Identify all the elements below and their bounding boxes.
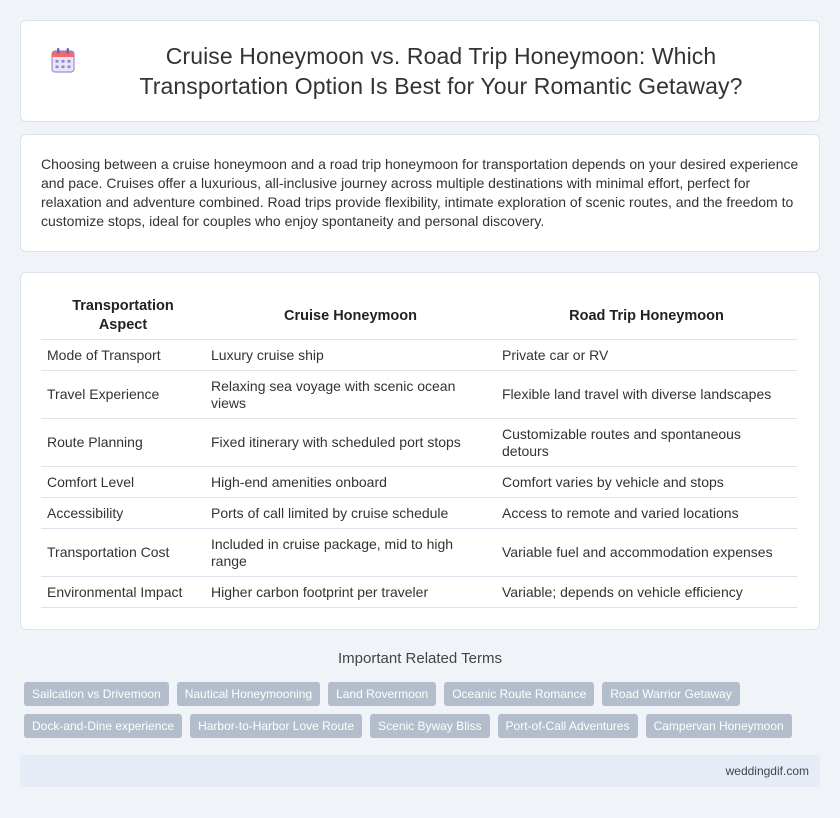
table-header-row <box>41 293 797 340</box>
comparison-card <box>20 272 820 630</box>
table-row <box>41 340 797 371</box>
title-card <box>20 20 820 122</box>
cell-cruise: Luxury cruise ship <box>205 340 496 371</box>
table-row <box>41 577 797 608</box>
related-term-tag[interactable]: Nautical Honeymooning <box>177 682 320 706</box>
cell-cruise: Relaxing sea voyage with scenic ocean views <box>205 371 496 419</box>
related-term-tag[interactable]: Harbor-to-Harbor Love Route <box>190 714 362 738</box>
related-term-tag[interactable]: Road Warrior Getaway <box>602 682 740 706</box>
related-term-tag[interactable]: Scenic Byway Bliss <box>370 714 489 738</box>
table-row <box>41 371 797 419</box>
cell-cruise: High-end amenities onboard <box>205 467 496 498</box>
cell-road-trip: Flexible land travel with diverse landscapes <box>496 371 797 419</box>
calendar-icon <box>51 47 75 73</box>
table-row <box>41 467 797 498</box>
related-term-tag[interactable]: Port-of-Call Adventures <box>498 714 638 738</box>
footer-site-link[interactable]: weddingdif.com <box>725 764 809 778</box>
table-row <box>41 498 797 529</box>
cell-road-trip: Comfort varies by vehicle and stops <box>496 467 797 498</box>
cell-aspect: Travel Experience <box>41 371 205 419</box>
cell-aspect: Transportation Cost <box>41 529 205 577</box>
cell-aspect: Route Planning <box>41 419 205 467</box>
related-terms-list <box>24 682 824 746</box>
intro-card <box>20 134 820 252</box>
related-term-tag[interactable]: Dock-and-Dine experience <box>24 714 182 738</box>
intro-paragraph: Choosing between a cruise honeymoon and a road trip honeymoon for transportation depends on your desired experience and pace. Cruises offer a luxurious, all-inclusive journey across multiple destinations with minimal effort, perfect for relaxation and adventure combined. Road trips provide flexibility, intimate exploration of scenic routes, and the freedom to customize stops, ideal for couples who enjoy spontaneity and personal discovery. <box>41 156 799 229</box>
related-term-tag[interactable]: Land Rovermoon <box>328 682 436 706</box>
comparison-table <box>41 293 797 608</box>
cell-road-trip: Variable; depends on vehicle efficiency <box>496 577 797 608</box>
table-row <box>41 419 797 467</box>
related-term-tag[interactable]: Sailcation vs Drivemoon <box>24 682 169 706</box>
cell-aspect: Environmental Impact <box>41 577 205 608</box>
cell-aspect: Mode of Transport <box>41 340 205 371</box>
header-cruise: Cruise Honeymoon <box>205 293 496 340</box>
header-road-trip: Road Trip Honeymoon <box>496 293 797 340</box>
table-row <box>41 529 797 577</box>
cell-aspect: Comfort Level <box>41 467 205 498</box>
cell-road-trip: Access to remote and varied locations <box>496 498 797 529</box>
footer <box>20 755 820 787</box>
cell-road-trip: Variable fuel and accommodation expenses <box>496 529 797 577</box>
page-title: Cruise Honeymoon vs. Road Trip Honeymoon: Which Transportation Option Is Best for Your Romantic Getaway? <box>139 43 743 99</box>
cell-cruise: Higher carbon footprint per traveler <box>205 577 496 608</box>
related-term-tag[interactable]: Oceanic Route Romance <box>444 682 594 706</box>
related-term-tag[interactable]: Campervan Honeymoon <box>646 714 792 738</box>
cell-aspect: Accessibility <box>41 498 205 529</box>
cell-road-trip: Private car or RV <box>496 340 797 371</box>
header-aspect: Transportation Aspect <box>41 293 205 340</box>
cell-cruise: Included in cruise package, mid to high range <box>205 529 496 577</box>
cell-cruise: Ports of call limited by cruise schedule <box>205 498 496 529</box>
cell-road-trip: Customizable routes and spontaneous detours <box>496 419 797 467</box>
related-terms-heading: Important Related Terms <box>338 650 502 667</box>
cell-cruise: Fixed itinerary with scheduled port stops <box>205 419 496 467</box>
